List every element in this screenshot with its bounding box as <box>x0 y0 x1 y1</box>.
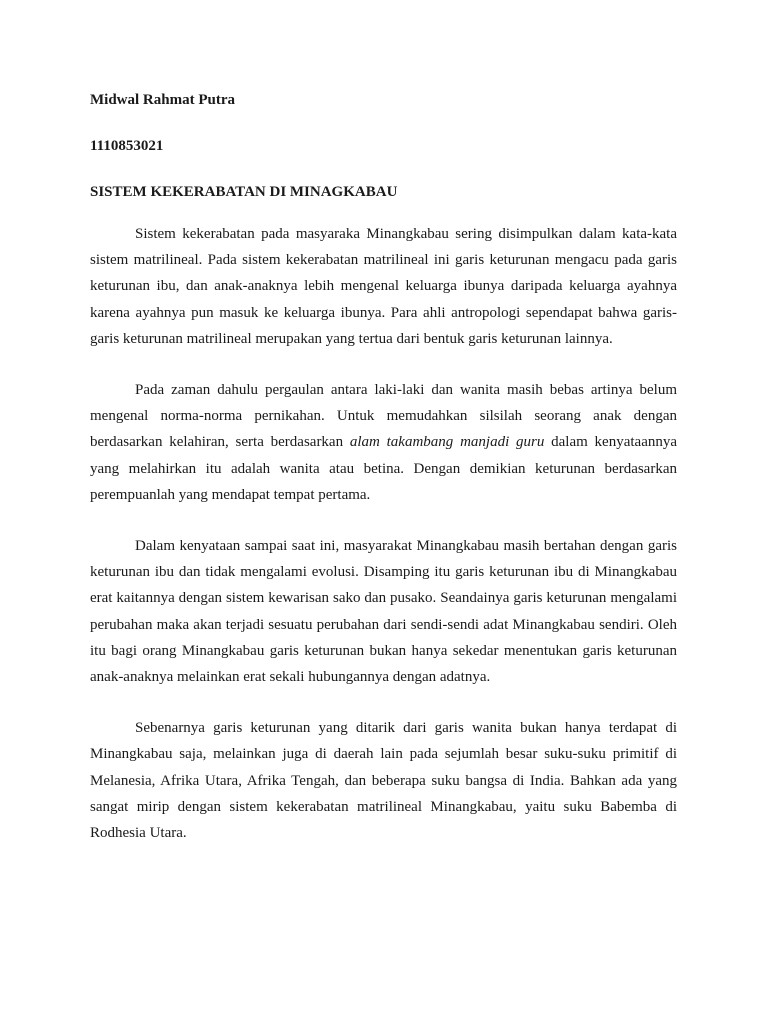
paragraph-1: Sistem kekerabatan pada masyaraka Minangkabau sering disimpulkan dalam kata-kata sistem matrilineal. Pada sistem kekerabatan matrilineal ini garis keturunan mengacu pada garis keturunan ibu, dan anak-anaknya lebih mengenal keluarga ibunya daripada keluarga ayahnya karena ayahnya pun masuk ke keluarga ibunya. Para ahli antropologi sependapat bahwa garis-garis keturunan matrilineal merupakan yang tertua dari bentuk garis keturunan lainnya. <box>90 226 677 347</box>
paragraph-3: Dalam kenyataan sampai saat ini, masyarakat Minangkabau masih bertahan dengan garis keturunan ibu dan tidak mengalami evolusi. Disamping itu garis keturunan ibu di Minangkabau erat kaitannya dengan sistem kewarisan sako dan pusako. Seandainya garis keturunan mengalami perubahan maka akan terjadi sesuatu perubahan dari sendi-sendi adat Minangkabau sendiri. Oleh itu bagi orang Minangkabau garis keturunan bukan hanya sekedar menentukan garis keturunan anak-anaknya melainkan erat sekali hubungannya dengan adatnya. <box>90 538 677 686</box>
paragraph-2-emphasis: alam takambang manjadi guru <box>349 434 545 451</box>
paragraph-4: Sebenarnya garis keturunan yang ditarik dari garis wanita bukan hanya terdapat di Minangkabau saja, melainkan juga di daerah lain pada sejumlah besar suku-suku primitif di Melanesia, Afrika Utara, Afrika Tengah, dan beberapa suku bangsa di India. Bahkan ada yang sangat mirip dengan sistem kekerabatan matrilineal Minangkabau, yaitu suku Babemba di Rodhesia Utara. <box>90 720 677 842</box>
paragraph-2-before: Pada zaman dahulu pergaulan antara laki-laki dan wanita masih bebas artinya belum mengenal norma-norma pernikahan. Untuk memudahkan silsilah seorang anak dengan berdasarkan kelahiran, serta berdasarkan <box>90 382 677 451</box>
document-body <box>90 87 677 871</box>
author-name: Midwal Rahmat Putra <box>90 92 235 108</box>
paragraph-2 <box>90 377 677 508</box>
document-title: SISTEM KEKERABATAN DI MINAGKABAU <box>90 184 398 200</box>
student-id: 1110853021 <box>90 138 164 154</box>
paragraph-2-after: dalam kenyataannya yang melahirkan itu adalah wanita atau betina. Dengan demikian keturunan berdasarkan perempuanlah yang mendapat tempat pertama. <box>90 434 678 503</box>
